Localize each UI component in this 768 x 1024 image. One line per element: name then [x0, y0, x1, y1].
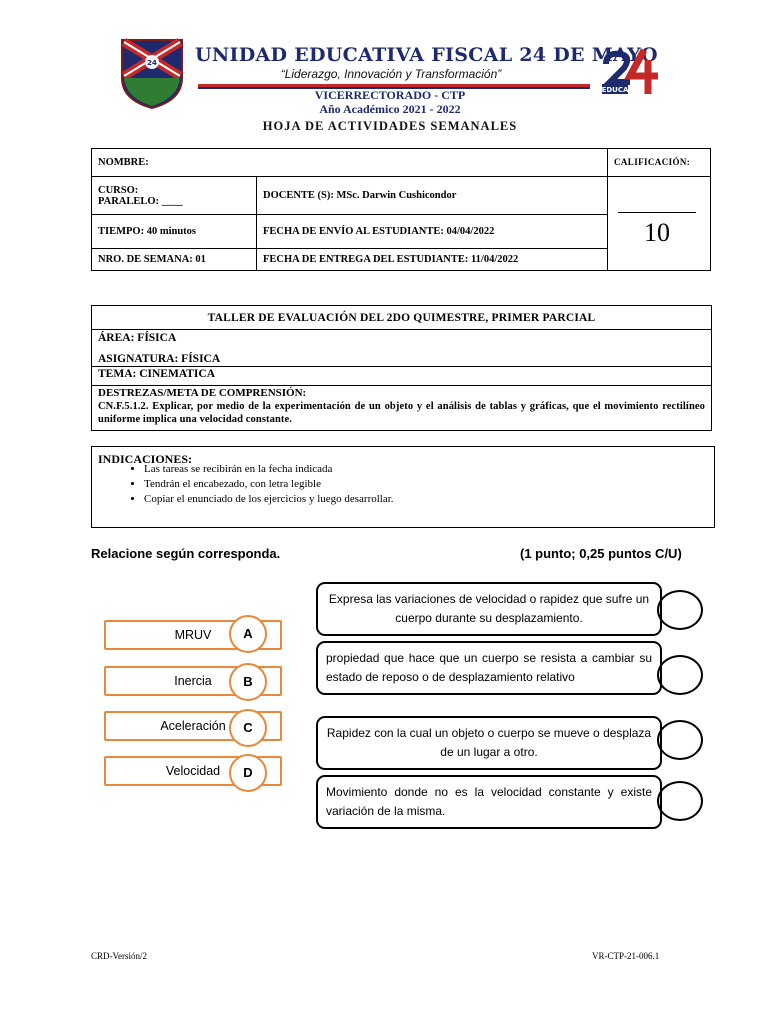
definition-4: Movimiento donde no es la velocidad constante y existe variación de la misma.: [316, 775, 662, 829]
educa-24-logo: [600, 46, 662, 96]
definition-3: Rapidez con la cual un objeto o cuerpo se mueve o desplaza de un lugar a otro.: [316, 716, 662, 770]
letter-a-circle: A: [229, 615, 267, 653]
calificacion-label: CALIFICACIÓN:: [608, 149, 711, 177]
docente-field: DOCENTE (S): MSc. Darwin Cushicondor: [257, 177, 608, 215]
score-value: 10: [644, 218, 670, 247]
school-crest-logo: [120, 38, 184, 110]
answer-circle-2[interactable]: [657, 655, 703, 695]
footer-code: VR-CTP-21-006.1: [592, 951, 660, 961]
letter-c-circle: C: [229, 709, 267, 747]
answer-circle-4[interactable]: [657, 781, 703, 821]
fecha-entrega-field: FECHA DE ENTREGA DEL ESTUDIANTE: 11/04/2022: [257, 249, 608, 271]
exercise-points: (1 punto; 0,25 puntos C/U): [520, 546, 682, 561]
workshop-table: [91, 305, 712, 431]
school-name: UNIDAD EDUCATIVA FISCAL 24 DE MAYO: [195, 44, 658, 66]
vicerrectorado-label: VICERRECTORADO - CTP: [314, 88, 466, 102]
academic-year: Año Académico 2021 - 2022: [319, 102, 461, 116]
destrezas-row: DESTREZAS/META DE COMPRENSIÓN: CN.F.5.1.2. Explicar, por medio de la experimentación de un objeto y el análisis de tablas y gráficas, que el movimiento rectilíneo uniforme implica una velocidad constante.: [98, 387, 705, 425]
fecha-envio-field: FECHA DE ENVÍO AL ESTUDIANTE: 04/04/2022: [257, 215, 608, 249]
list-item: • Copiar el enunciado de los ejercicios y luego desarrollar.: [144, 492, 394, 507]
workshop-title: TALLER DE EVALUACIÓN DEL 2DO QUIMESTRE, PRIMER PARCIAL: [92, 306, 711, 330]
definition-1: Expresa las variaciones de velocidad o rapidez que sufre un cuerpo durante su desplazamiento.: [316, 582, 662, 636]
student-info-table: [91, 148, 711, 271]
sheet-title: HOJA DE ACTIVIDADES SEMANALES: [262, 119, 518, 133]
term-inercia: Inercia: [104, 666, 282, 696]
list-item: • Tendrán el encabezado, con letra legible: [144, 477, 394, 492]
answer-circle-1[interactable]: [657, 590, 703, 630]
term-aceleracion: Aceleración: [104, 711, 282, 741]
area-asignatura: ÁREA: FÍSICA ASIGNATURA: FÍSICA: [92, 330, 711, 367]
list-item: • Las tareas se recibirán en la fecha indicada: [144, 462, 394, 477]
indicaciones-title: INDICACIONES:: [98, 452, 193, 466]
exercise-instruction: Relacione según corresponda.: [91, 546, 281, 561]
destrezas-text: CN.F.5.1.2. Explicar, por medio de la experimentación de un objeto y el análisis de tablas y gráficas, que el movimiento rectilíneo uniforme implica una velocidad constante.: [98, 401, 705, 425]
school-motto: “Liderazgo, Innovación y Transformación”: [280, 67, 502, 81]
letter-d-circle: D: [229, 754, 267, 792]
semana-field: NRO. DE SEMANA: 01: [92, 249, 257, 271]
indicaciones-list: [116, 462, 394, 507]
indicaciones-box: [91, 446, 715, 528]
curso-paralelo-field[interactable]: CURSO: PARALELO: ____: [92, 177, 257, 215]
answer-circle-3[interactable]: [657, 720, 703, 760]
svg-text:24: 24: [147, 59, 157, 67]
footer-version: CRD-Versión/2: [91, 951, 147, 961]
term-velocidad: Velocidad: [104, 756, 282, 786]
tema-row: TEMA: CINEMATICA: [92, 367, 711, 386]
score-underline: [618, 212, 696, 213]
nombre-field[interactable]: NOMBRE:: [92, 149, 608, 177]
svg-text:EDUCA: EDUCA: [601, 86, 629, 94]
term-mruv: MRUV: [104, 620, 282, 650]
letter-b-circle: B: [229, 663, 267, 701]
tiempo-field: TIEMPO: 40 minutos: [92, 215, 257, 249]
definition-2: propiedad que hace que un cuerpo se resista a cambiar su estado de reposo o de desplazamiento relativo: [316, 641, 662, 695]
